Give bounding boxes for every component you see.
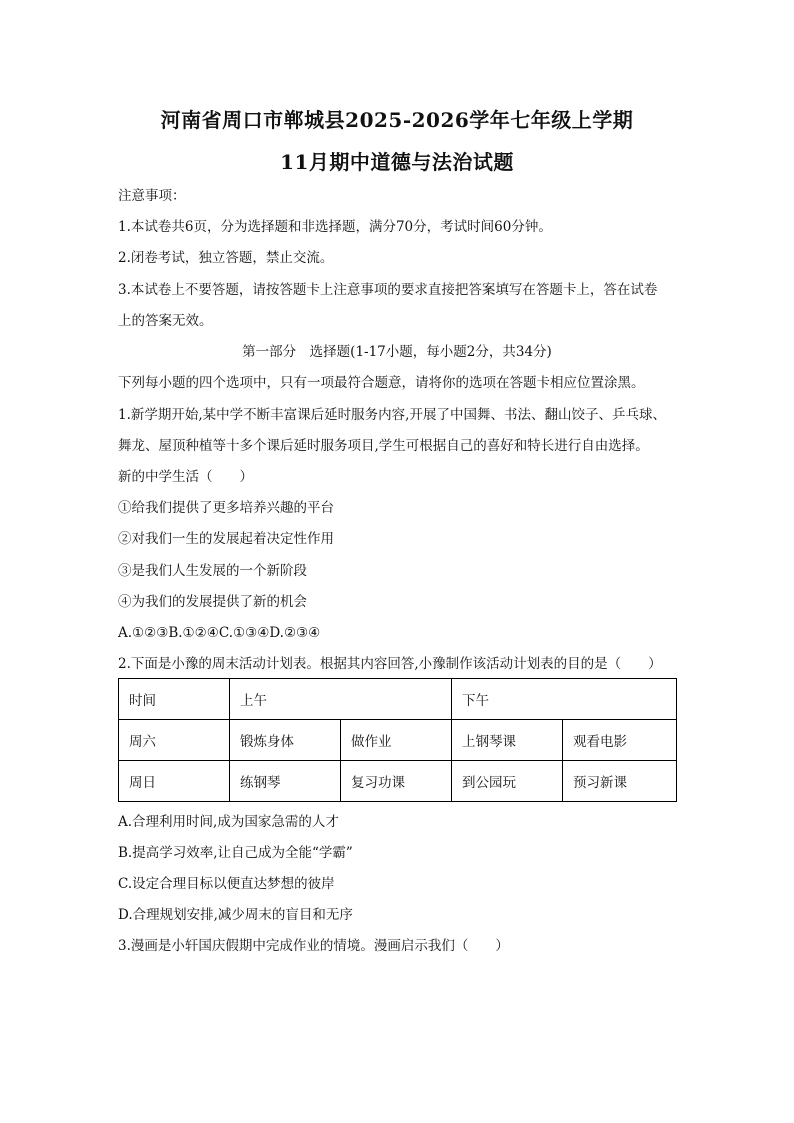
- table-row: [119, 761, 677, 802]
- table-cell: 到公园玩: [452, 761, 563, 802]
- table-header-cell: 下午: [452, 679, 677, 720]
- table-cell: 做作业: [341, 720, 452, 761]
- q1-statement-3: ③是我们人生发展的一个新阶段: [118, 563, 307, 579]
- q1-stem-line-3: 新的中学生活（ ）: [118, 469, 253, 485]
- notice-item-2: 2.闭卷考试，独立答题，禁止交流。: [118, 250, 334, 266]
- q2-option-a: A.合理利用时间,成为国家急需的人才: [118, 814, 339, 830]
- table-cell: 观看电影: [563, 720, 677, 761]
- q1-options: A.①②③B.①②④C.①③④D.②③④: [118, 625, 321, 641]
- table-row: [119, 720, 677, 761]
- table-cell: 锻炼身体: [230, 720, 341, 761]
- weekend-plan-table: [118, 678, 677, 802]
- exam-title-line-1: 河南省周口市郸城县2025-2026学年七年级上学期: [160, 108, 634, 132]
- q2-stem: 2.下面是小豫的周末活动计划表。根据其内容回答,小豫制作该活动计划表的目的是（ ）: [118, 656, 662, 672]
- table-cell: 复习功课: [341, 761, 452, 802]
- exam-title-line-2: 11月期中道德与法治试题: [280, 150, 514, 174]
- table-cell: 预习新课: [563, 761, 677, 802]
- notice-heading: 注意事项：: [118, 188, 186, 204]
- q2-option-c: C.设定合理目标以便直达梦想的彼岸: [118, 876, 335, 892]
- notice-item-3-continued: 上的答案无效。: [118, 313, 213, 329]
- q1-statement-2: ②对我们一生的发展起着决定性作用: [118, 531, 334, 547]
- instructions: 下列每小题的四个选项中，只有一项最符合题意，请将你的选项在答题卡相应位置涂黑。: [118, 375, 645, 391]
- table-header-cell: 时间: [119, 679, 230, 720]
- q2-option-b: B.提高学习效率,让自己成为全能“学霸”: [118, 845, 353, 861]
- q1-stem-line-2: 舞龙、屋顶种植等十多个课后延时服务项目,学生可根据自己的喜好和特长进行自由选择。: [118, 438, 649, 454]
- q2-option-d: D.合理规划安排,减少周末的盲目和无序: [118, 907, 353, 923]
- q3-stem: 3.漫画是小轩国庆假期中完成作业的情境。漫画启示我们（ ）: [118, 938, 509, 954]
- part1-heading: 第一部分 选择题(1-17小题，每小题2分，共34分): [242, 344, 552, 360]
- q1-statement-4: ④为我们的发展提供了新的机会: [118, 594, 307, 610]
- table-cell: 上钢琴课: [452, 720, 563, 761]
- table-header-cell: 上午: [230, 679, 452, 720]
- table-header-row: [119, 679, 677, 720]
- q1-stem-line-1: 1.新学期开始,某中学不断丰富课后延时服务内容,开展了中国舞、书法、翻山饺子、乒乓球、: [118, 407, 666, 423]
- table-cell: 练钢琴: [230, 761, 341, 802]
- notice-item-1: 1.本试卷共6页，分为选择题和非选择题，满分70分，考试时间60分钟。: [118, 219, 552, 235]
- notice-item-3: 3.本试卷上不要答题，请按答题卡上注意事项的要求直接把答案填写在答题卡上，答在试卷: [118, 282, 658, 298]
- table-cell: 周日: [119, 761, 230, 802]
- q1-statement-1: ①给我们提供了更多培养兴趣的平台: [118, 500, 334, 516]
- table-cell: 周六: [119, 720, 230, 761]
